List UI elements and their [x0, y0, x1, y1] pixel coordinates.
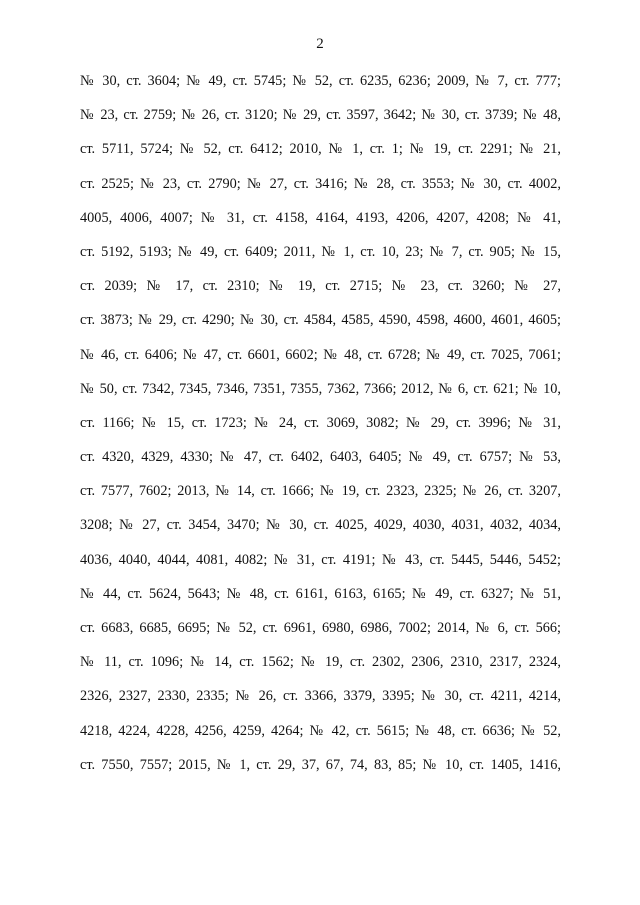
text-line-2: № 23, ст. 2759; № 26, ст. 3120; № 29, ст. 3597, 3642; № 30, ст. 3739; № 48, [80, 107, 561, 124]
text-line-10: № 50, ст. 7342, 7345, 7346, 7351, 7355, 7362, 7366; 2012, № 6, ст. 621; № 10, [80, 380, 561, 397]
page-number: 2 [316, 36, 324, 52]
text-line-12: ст. 4320, 4329, 4330; № 47, ст. 6402, 6403, 6405; № 49, ст. 6757; № 53, [80, 449, 561, 466]
text-line-5: 4005, 4006, 4007; № 31, ст. 4158, 4164, 4193, 4206, 4207, 4208; № 41, [80, 209, 561, 226]
text-line-6: ст. 5192, 5193; № 49, ст. 6409; 2011, № 1, ст. 10, 23; № 7, ст. 905; № 15, [80, 243, 561, 260]
text-line-9: № 46, ст. 6406; № 47, ст. 6601, 6602; № 48, ст. 6728; № 49, ст. 7025, 7061; [80, 346, 561, 363]
text-line-18: № 11, ст. 1096; № 14, ст. 1562; № 19, ст. 2302, 2306, 2310, 2317, 2324, [80, 654, 561, 671]
text-line-11: ст. 1166; № 15, ст. 1723; № 24, ст. 3069, 3082; № 29, ст. 3996; № 31, [80, 414, 561, 431]
text-line-14: 3208; № 27, ст. 3454, 3470; № 30, ст. 4025, 4029, 4030, 4031, 4032, 4034, [80, 517, 561, 534]
text-line-16: № 44, ст. 5624, 5643; № 48, ст. 6161, 6163, 6165; № 49, ст. 6327; № 51, [80, 585, 561, 602]
text-line-19: 2326, 2327, 2330, 2335; № 26, ст. 3366, 3379, 3395; № 30, ст. 4211, 4214, [80, 688, 561, 705]
text-line-7: ст. 2039; № 17, ст. 2310; № 19, ст. 2715; № 23, ст. 3260; № 27, [80, 278, 561, 295]
text-line-17: ст. 6683, 6685, 6695; № 52, ст. 6961, 6980, 6986, 7002; 2014, № 6, ст. 566; [80, 620, 561, 636]
text-line-4: ст. 2525; № 23, ст. 2790; № 27, ст. 3416; № 28, ст. 3553; № 30, ст. 4002, [80, 175, 561, 192]
text-line-8: ст. 3873; № 29, ст. 4290; № 30, ст. 4584, 4585, 4590, 4598, 4600, 4601, 4605; [80, 312, 561, 329]
text-line-15: 4036, 4040, 4044, 4081, 4082; № 31, ст. 4191; № 43, ст. 5445, 5446, 5452; [80, 551, 561, 568]
text-line-3: ст. 5711, 5724; № 52, ст. 6412; 2010, № 1, ст. 1; № 19, ст. 2291; № 21, [80, 141, 561, 158]
text-line-13: ст. 7577, 7602; 2013, № 14, ст. 1666; № 19, ст. 2323, 2325; № 26, ст. 3207, [80, 483, 561, 500]
legal-citation-text [80, 69, 561, 787]
text-line-20: 4218, 4224, 4228, 4256, 4259, 4264; № 42, ст. 5615; № 48, ст. 6636; № 52, [80, 722, 561, 739]
text-line-21: ст. 7550, 7557; 2015, № 1, ст. 29, 37, 67, 74, 83, 85; № 10, ст. 1405, 1416, [80, 756, 561, 773]
text-line-1: № 30, ст. 3604; № 49, ст. 5745; № 52, ст. 6235, 6236; 2009, № 7, ст. 777; [80, 73, 561, 89]
